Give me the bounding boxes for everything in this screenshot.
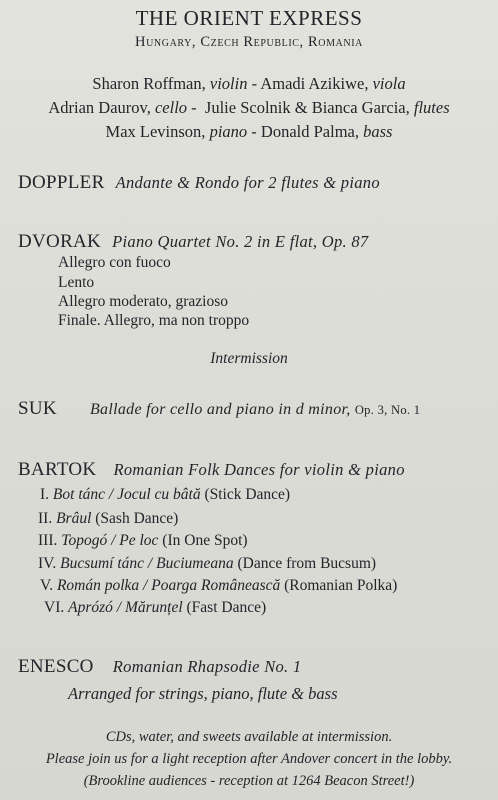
performer-instrument: cello: [154, 98, 188, 117]
work-title: [90, 401, 420, 418]
composer-name: DOPPLER: [18, 172, 105, 193]
footer-note-1: CDs, water, and sweets available at intermission.: [105, 729, 393, 745]
movement-english: (Sash Dance): [91, 510, 179, 527]
movement: Finale. Allegro, ma non troppo: [58, 312, 250, 329]
performer-name: Sharon Roffman,: [92, 74, 210, 93]
movement-number: IV.: [38, 555, 61, 572]
footer-note-3: (Brookline audiences - reception at 1264 Beacon Street!): [83, 773, 415, 789]
work-title: Romanian Folk Dances for violin & piano: [113, 460, 405, 479]
performer-name: Julie Scolnik & Bianca Garcia,: [204, 98, 414, 117]
movement-title: Topogó / Pe loc: [61, 532, 159, 549]
movement: [40, 486, 290, 504]
performer-name: Max Levinson,: [105, 122, 210, 141]
composer-enesco: [18, 656, 301, 678]
movement: [38, 555, 376, 573]
movement-english: (In One Spot): [158, 532, 248, 549]
performers-line-3: [0, 120, 498, 144]
movement: Lento: [58, 274, 95, 291]
performer-instrument: viola: [372, 74, 406, 93]
movement: [44, 599, 266, 617]
work-title-text: Ballade for cello and piano in d minor,: [89, 401, 355, 418]
movement-title: Brâul: [56, 510, 92, 527]
performer-name: Adrian Daurov,: [48, 98, 155, 117]
movement-number: I.: [40, 486, 53, 503]
movement-english: (Dance from Bucsum): [233, 555, 377, 572]
intermission-label: Intermission: [210, 350, 288, 367]
composer-suk: [18, 398, 420, 420]
composer-name: BARTOK: [18, 459, 97, 480]
movement-title: Bot tánc / Jocul cu bâtă: [52, 486, 201, 503]
footer-note-2: Please join us for a light reception after Andover concert in the lobby.: [45, 751, 453, 767]
movement-number: III.: [38, 532, 62, 549]
movement: Allegro moderato, grazioso: [58, 293, 229, 310]
program-title: THE ORIENT EXPRESS: [135, 6, 363, 30]
work-title: Piano Quartet No. 2 in E flat, Op. 87: [112, 232, 369, 251]
separator: -: [187, 98, 205, 117]
movement: [40, 577, 397, 595]
performer-instrument: bass: [363, 122, 393, 141]
movement: [38, 510, 178, 528]
movement-title: Bucsumí tánc / Buciumeana: [60, 555, 234, 572]
movement-number: VI.: [44, 599, 69, 616]
performer-instrument: piano: [209, 122, 248, 141]
program-subtitle: Hungary, Czech Republic, Romania: [135, 34, 363, 50]
composer-dvorak: [18, 231, 368, 253]
movement-english: (Fast Dance): [182, 599, 267, 616]
movement-title: Aprózó / Mărunțel: [68, 599, 183, 616]
separator: -: [247, 74, 261, 93]
performer-instrument: violin: [209, 74, 248, 93]
movement-number: V.: [40, 577, 57, 594]
separator: -: [247, 122, 261, 141]
performers-line-2: [0, 96, 498, 120]
performer-instrument: flutes: [413, 98, 450, 117]
movement-english: (Stick Dance): [200, 486, 291, 503]
work-title: Andante & Rondo for 2 flutes & piano: [115, 173, 380, 192]
movement-title: Román polka / Poarga Românească: [56, 577, 281, 594]
work-title: Romanian Rhapsodie No. 1: [112, 657, 302, 676]
movement-english: (Romanian Polka): [280, 577, 398, 594]
composer-name: SUK: [18, 398, 57, 419]
movement-number: II.: [38, 510, 57, 527]
work-arrangement: Arranged for strings, piano, flute & bass: [68, 684, 338, 703]
performer-name: Amadi Azikiwe,: [260, 74, 373, 93]
composer-doppler: [18, 172, 380, 194]
performer-name: Donald Palma,: [260, 122, 364, 141]
performers-line-1: [0, 72, 498, 96]
movement: Allegro con fuoco: [58, 254, 171, 271]
movement: [38, 532, 248, 550]
composer-bartok: [18, 459, 405, 481]
work-opus: Op. 3, No. 1: [354, 403, 421, 417]
composer-name: ENESCO: [18, 656, 94, 677]
composer-name: DVORAK: [18, 231, 102, 252]
